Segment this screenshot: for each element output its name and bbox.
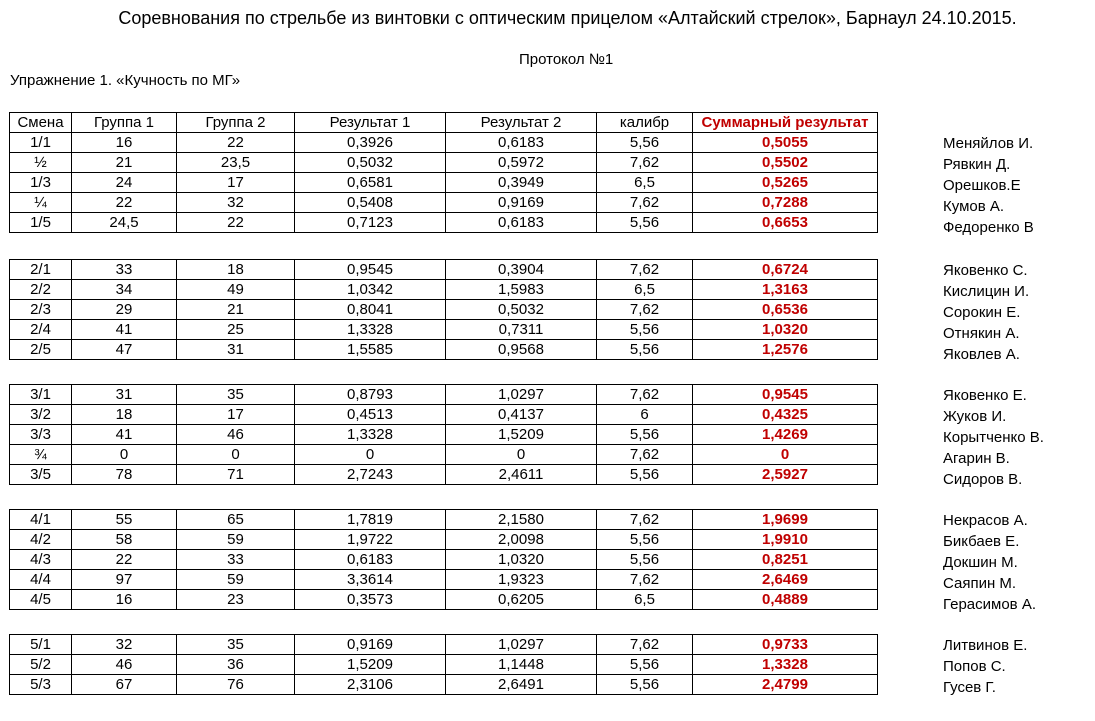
shooter-names-block-1 <box>943 133 1034 238</box>
cell-group1: 47 <box>72 340 177 360</box>
cell-result2: 0,4137 <box>446 405 597 425</box>
table-row <box>10 173 878 193</box>
shooter-names-block-2 <box>943 260 1029 365</box>
cell-caliber: 7,62 <box>597 570 693 590</box>
cell-result2: 0,6183 <box>446 133 597 153</box>
table-row <box>10 193 878 213</box>
cell-group2: 76 <box>177 675 295 695</box>
cell-result1: 1,9722 <box>295 530 446 550</box>
cell-shift: 1/5 <box>10 213 72 233</box>
table-row <box>10 280 878 300</box>
col-header-result2: Результат 2 <box>446 113 597 133</box>
cell-total: 0,5502 <box>693 153 878 173</box>
cell-result2: 1,0297 <box>446 635 597 655</box>
shooter-name: Бикбаев Е. <box>943 533 1020 550</box>
cell-result1: 0,7123 <box>295 213 446 233</box>
cell-group2: 71 <box>177 465 295 485</box>
cell-result2: 1,9323 <box>446 570 597 590</box>
cell-caliber: 5,56 <box>597 133 693 153</box>
cell-caliber: 5,56 <box>597 425 693 445</box>
cell-shift: 3/2 <box>10 405 72 425</box>
cell-result1: 0,9545 <box>295 260 446 280</box>
table-row <box>10 133 878 153</box>
cell-shift: 3/5 <box>10 465 72 485</box>
cell-shift: 4/2 <box>10 530 72 550</box>
cell-result1: 0,3573 <box>295 590 446 610</box>
cell-result2: 0,5972 <box>446 153 597 173</box>
cell-caliber: 6,5 <box>597 590 693 610</box>
cell-group2: 33 <box>177 550 295 570</box>
cell-group2: 25 <box>177 320 295 340</box>
cell-shift: 2/4 <box>10 320 72 340</box>
cell-shift: 5/2 <box>10 655 72 675</box>
cell-caliber: 7,62 <box>597 385 693 405</box>
cell-total: 0,6653 <box>693 213 878 233</box>
cell-group2: 17 <box>177 405 295 425</box>
cell-shift: 2/1 <box>10 260 72 280</box>
cell-result2: 0,6183 <box>446 213 597 233</box>
cell-shift: 2/3 <box>10 300 72 320</box>
exercise-heading: Упражнение 1. «Кучность по МГ» <box>10 72 241 89</box>
cell-result1: 0,8793 <box>295 385 446 405</box>
col-header-result1: Результат 1 <box>295 113 446 133</box>
cell-shift: 4/5 <box>10 590 72 610</box>
cell-group2: 35 <box>177 385 295 405</box>
table-row <box>10 385 878 405</box>
cell-result1: 1,3328 <box>295 425 446 445</box>
cell-caliber: 7,62 <box>597 635 693 655</box>
shooter-name: Сидоров В. <box>943 471 1023 488</box>
cell-result2: 1,5209 <box>446 425 597 445</box>
results-header <box>9 112 878 133</box>
cell-result1: 1,0342 <box>295 280 446 300</box>
cell-group1: 22 <box>72 193 177 213</box>
cell-result2: 1,0320 <box>446 550 597 570</box>
table-row <box>10 570 878 590</box>
cell-group2: 31 <box>177 340 295 360</box>
cell-result2: 0,5032 <box>446 300 597 320</box>
cell-total: 2,4799 <box>693 675 878 695</box>
cell-group1: 41 <box>72 320 177 340</box>
cell-shift: 2/2 <box>10 280 72 300</box>
cell-total: 0,5055 <box>693 133 878 153</box>
cell-group1: 16 <box>72 133 177 153</box>
cell-group1: 34 <box>72 280 177 300</box>
cell-caliber: 5,56 <box>597 655 693 675</box>
col-header-caliber: калибр <box>597 113 693 133</box>
cell-caliber: 7,62 <box>597 260 693 280</box>
cell-result1: 0,6581 <box>295 173 446 193</box>
cell-group1: 16 <box>72 590 177 610</box>
shooter-name: Корытченко В. <box>943 429 1044 446</box>
cell-shift: 3/1 <box>10 385 72 405</box>
cell-group1: 46 <box>72 655 177 675</box>
cell-group2: 18 <box>177 260 295 280</box>
table-row <box>10 465 878 485</box>
table-row <box>10 550 878 570</box>
cell-group2: 59 <box>177 570 295 590</box>
table-row <box>10 425 878 445</box>
shooter-names-block-5 <box>943 635 1027 698</box>
shooter-name: Некрасов А. <box>943 512 1028 529</box>
shooter-name: Герасимов А. <box>943 596 1036 613</box>
cell-result1: 0,3926 <box>295 133 446 153</box>
cell-shift: 1/3 <box>10 173 72 193</box>
cell-caliber: 5,56 <box>597 465 693 485</box>
results-block-3 <box>9 384 878 485</box>
results-block-2 <box>9 259 878 360</box>
cell-group2: 59 <box>177 530 295 550</box>
table-row <box>10 260 878 280</box>
cell-result2: 0,7311 <box>446 320 597 340</box>
cell-group1: 29 <box>72 300 177 320</box>
cell-caliber: 5,56 <box>597 213 693 233</box>
col-header-shift: Смена <box>10 113 72 133</box>
cell-result2: 2,1580 <box>446 510 597 530</box>
shooter-name: Литвинов Е. <box>943 637 1028 654</box>
cell-shift: 4/4 <box>10 570 72 590</box>
cell-group1: 31 <box>72 385 177 405</box>
cell-result2: 0,3904 <box>446 260 597 280</box>
cell-shift: 4/1 <box>10 510 72 530</box>
cell-caliber: 5,56 <box>597 550 693 570</box>
table-row <box>10 213 878 233</box>
col-header-group2: Группа 2 <box>177 113 295 133</box>
cell-result2: 2,0098 <box>446 530 597 550</box>
cell-group1: 22 <box>72 550 177 570</box>
cell-caliber: 7,62 <box>597 300 693 320</box>
shooter-name: Докшин М. <box>943 554 1018 571</box>
shooter-name: Гусев Г. <box>943 679 996 696</box>
cell-caliber: 5,56 <box>597 675 693 695</box>
cell-group1: 32 <box>72 635 177 655</box>
shooter-name: Яковлев А. <box>943 346 1020 363</box>
table-row <box>10 655 878 675</box>
cell-shift: 2/5 <box>10 340 72 360</box>
cell-result2: 2,6491 <box>446 675 597 695</box>
shooter-name: Кислицин И. <box>943 283 1030 300</box>
cell-result2: 0,9568 <box>446 340 597 360</box>
cell-group1: 0 <box>72 445 177 465</box>
shooter-name: Сорокин Е. <box>943 304 1021 321</box>
cell-group2: 23 <box>177 590 295 610</box>
cell-result2: 0,9169 <box>446 193 597 213</box>
cell-total: 1,4269 <box>693 425 878 445</box>
table-row <box>10 445 878 465</box>
cell-total: 2,6469 <box>693 570 878 590</box>
document-title: Соревнования по стрельбе из винтовки с оптическим прицелом «Алтайский стрелок», Барнаул 24.10.2015. <box>118 8 1017 28</box>
table-row <box>10 675 878 695</box>
cell-shift: ¾ <box>10 445 72 465</box>
col-header-total: Суммарный результат <box>693 113 878 133</box>
cell-caliber: 7,62 <box>597 153 693 173</box>
cell-group1: 78 <box>72 465 177 485</box>
table-row <box>10 635 878 655</box>
cell-caliber: 7,62 <box>597 445 693 465</box>
shooter-name: Орешков.Е <box>943 177 1021 194</box>
results-block-5 <box>9 634 878 695</box>
cell-result2: 0 <box>446 445 597 465</box>
table-row <box>10 510 878 530</box>
shooter-name: Жуков И. <box>943 408 1007 425</box>
cell-result1: 0,5408 <box>295 193 446 213</box>
cell-result1: 2,3106 <box>295 675 446 695</box>
cell-caliber: 7,62 <box>597 510 693 530</box>
cell-shift: 4/3 <box>10 550 72 570</box>
cell-result1: 0,8041 <box>295 300 446 320</box>
cell-group2: 23,5 <box>177 153 295 173</box>
cell-group2: 32 <box>177 193 295 213</box>
results-block-1 <box>9 132 878 233</box>
cell-result1: 1,3328 <box>295 320 446 340</box>
cell-total: 0,7288 <box>693 193 878 213</box>
cell-total: 1,2576 <box>693 340 878 360</box>
cell-total: 1,9910 <box>693 530 878 550</box>
cell-caliber: 5,56 <box>597 340 693 360</box>
cell-group1: 18 <box>72 405 177 425</box>
table-row <box>10 300 878 320</box>
cell-shift: 5/3 <box>10 675 72 695</box>
shooter-name: Кумов А. <box>943 198 1005 215</box>
cell-result2: 1,5983 <box>446 280 597 300</box>
cell-group1: 33 <box>72 260 177 280</box>
cell-total: 0,5265 <box>693 173 878 193</box>
cell-total: 0,4325 <box>693 405 878 425</box>
cell-total: 1,9699 <box>693 510 878 530</box>
cell-shift: 3/3 <box>10 425 72 445</box>
cell-caliber: 5,56 <box>597 320 693 340</box>
cell-group2: 46 <box>177 425 295 445</box>
cell-result2: 0,3949 <box>446 173 597 193</box>
shooter-name: Федоренко В <box>943 219 1034 236</box>
cell-group2: 17 <box>177 173 295 193</box>
cell-result1: 0 <box>295 445 446 465</box>
cell-group1: 41 <box>72 425 177 445</box>
cell-shift: 5/1 <box>10 635 72 655</box>
shooter-name: Меняйлов И. <box>943 135 1034 152</box>
cell-group2: 0 <box>177 445 295 465</box>
cell-group2: 36 <box>177 655 295 675</box>
results-block-4 <box>9 509 878 610</box>
shooter-names-block-4 <box>943 510 1036 615</box>
cell-total: 1,3328 <box>693 655 878 675</box>
cell-caliber: 7,62 <box>597 193 693 213</box>
cell-result2: 0,6205 <box>446 590 597 610</box>
cell-caliber: 5,56 <box>597 530 693 550</box>
cell-total: 0,4889 <box>693 590 878 610</box>
table-row <box>10 405 878 425</box>
cell-group2: 65 <box>177 510 295 530</box>
cell-group2: 22 <box>177 213 295 233</box>
table-row <box>10 590 878 610</box>
cell-group1: 24,5 <box>72 213 177 233</box>
cell-result1: 1,5209 <box>295 655 446 675</box>
cell-group1: 24 <box>72 173 177 193</box>
shooter-name: Яковенко С. <box>943 262 1028 279</box>
cell-result1: 1,5585 <box>295 340 446 360</box>
shooter-name: Агарин В. <box>943 450 1010 467</box>
cell-total: 0,6536 <box>693 300 878 320</box>
cell-group1: 21 <box>72 153 177 173</box>
shooter-name: Рявкин Д. <box>943 156 1011 173</box>
col-header-group1: Группа 1 <box>72 113 177 133</box>
cell-result1: 1,7819 <box>295 510 446 530</box>
cell-group2: 35 <box>177 635 295 655</box>
cell-result2: 2,4611 <box>446 465 597 485</box>
cell-total: 0 <box>693 445 878 465</box>
cell-group1: 67 <box>72 675 177 695</box>
cell-result2: 1,1448 <box>446 655 597 675</box>
cell-group2: 22 <box>177 133 295 153</box>
cell-total: 0,9545 <box>693 385 878 405</box>
cell-caliber: 6 <box>597 405 693 425</box>
cell-total: 0,9733 <box>693 635 878 655</box>
shooter-name: Яковенко Е. <box>943 387 1027 404</box>
cell-total: 0,8251 <box>693 550 878 570</box>
cell-group2: 49 <box>177 280 295 300</box>
cell-total: 2,5927 <box>693 465 878 485</box>
cell-total: 1,0320 <box>693 320 878 340</box>
cell-group1: 58 <box>72 530 177 550</box>
protocol-number: Протокол №1 <box>519 51 614 68</box>
cell-shift: 1/1 <box>10 133 72 153</box>
cell-group1: 55 <box>72 510 177 530</box>
table-row <box>10 320 878 340</box>
cell-result1: 3,3614 <box>295 570 446 590</box>
cell-shift: ¼ <box>10 193 72 213</box>
cell-total: 1,3163 <box>693 280 878 300</box>
cell-result1: 0,4513 <box>295 405 446 425</box>
cell-total: 0,6724 <box>693 260 878 280</box>
cell-result2: 1,0297 <box>446 385 597 405</box>
cell-result1: 0,9169 <box>295 635 446 655</box>
table-row <box>10 153 878 173</box>
cell-caliber: 6,5 <box>597 173 693 193</box>
table-row <box>10 530 878 550</box>
shooter-name: Попов С. <box>943 658 1006 675</box>
cell-result1: 0,5032 <box>295 153 446 173</box>
shooter-name: Отнякин А. <box>943 325 1020 342</box>
cell-group1: 97 <box>72 570 177 590</box>
table-row <box>10 340 878 360</box>
header-row <box>10 113 878 133</box>
cell-result1: 0,6183 <box>295 550 446 570</box>
cell-result1: 2,7243 <box>295 465 446 485</box>
cell-shift: ½ <box>10 153 72 173</box>
shooter-names-block-3 <box>943 385 1044 490</box>
cell-group2: 21 <box>177 300 295 320</box>
shooter-name: Саяпин М. <box>943 575 1017 592</box>
cell-caliber: 6,5 <box>597 280 693 300</box>
